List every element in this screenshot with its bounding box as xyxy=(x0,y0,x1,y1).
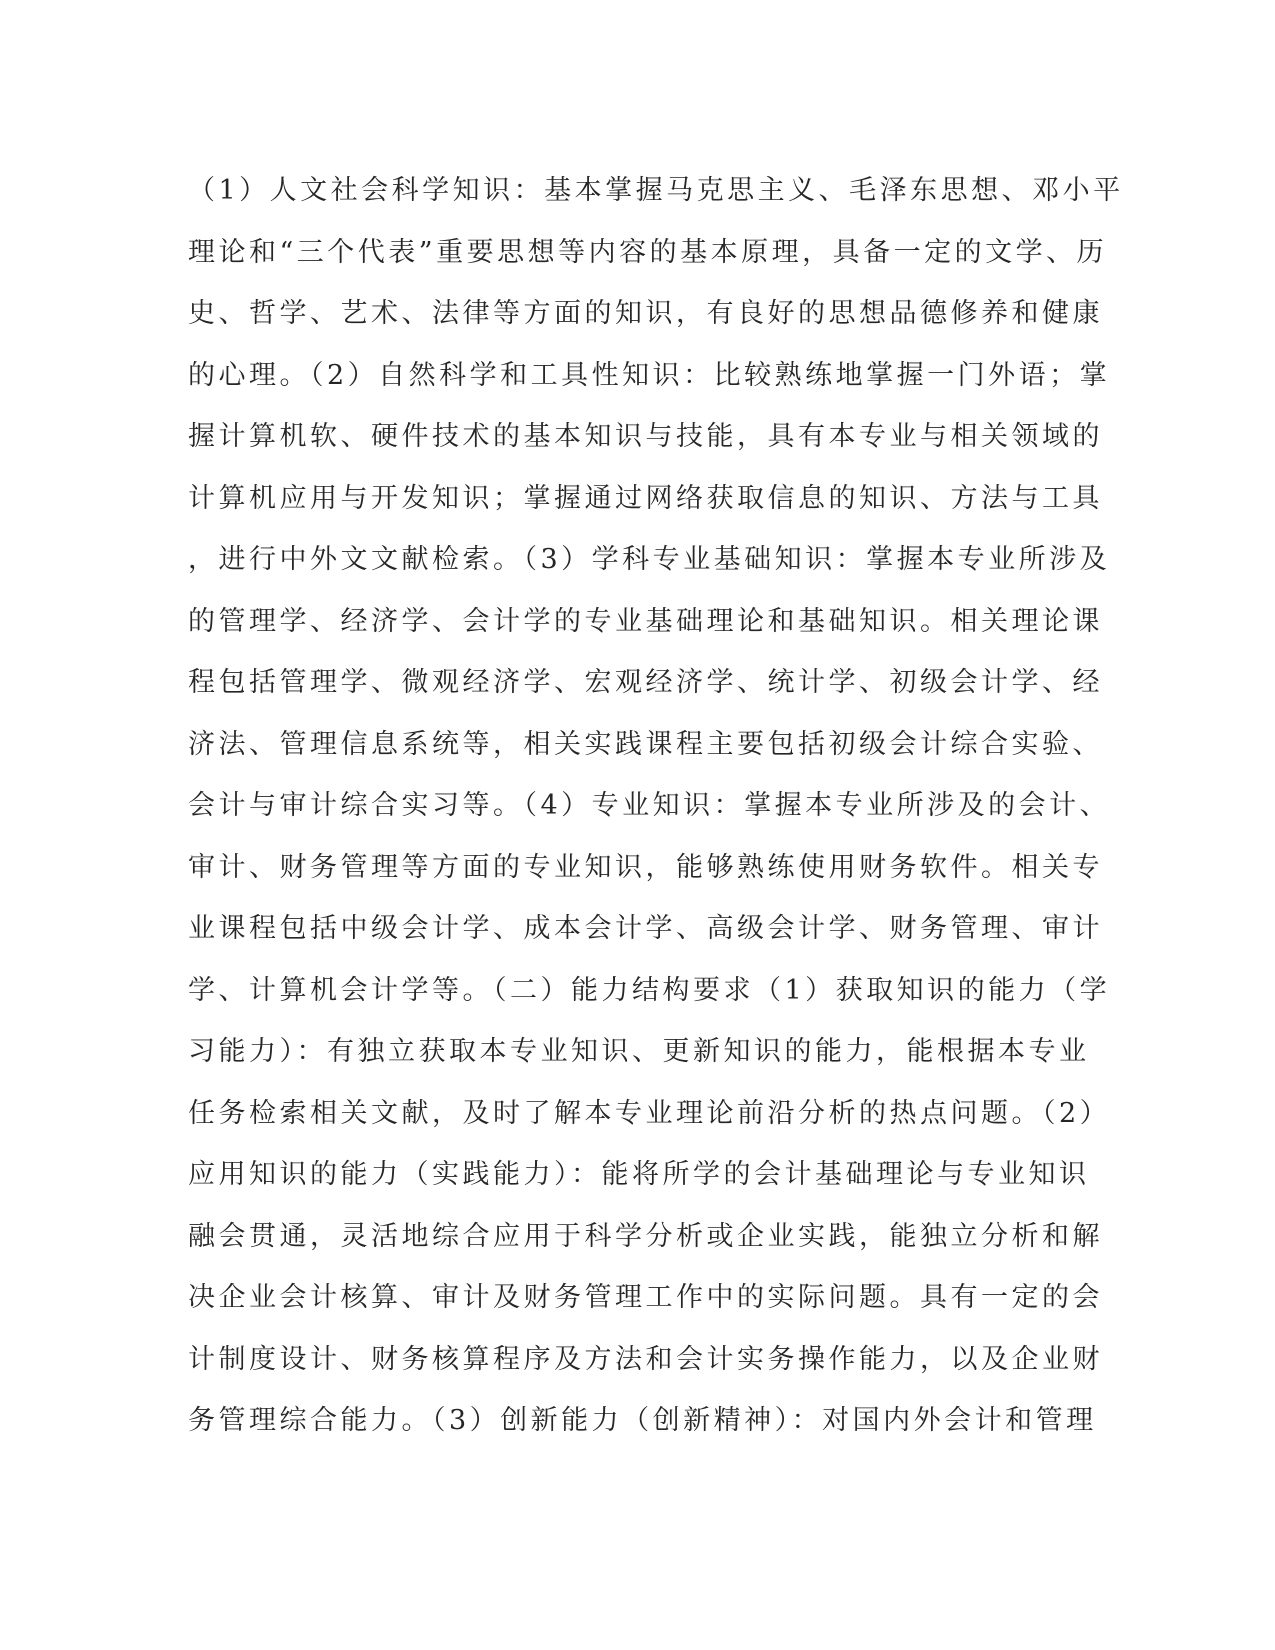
text-line: 务管理综合能力。（3）创新能力（创新精神）：对国内外会计和管理 xyxy=(188,1405,1097,1436)
text-line: 任务检索相关文献，及时了解本专业理论前沿分析的热点问题。（2） xyxy=(188,1097,1111,1129)
text-line: 握计算机软、硬件技术的基本知识与技能，具有本专业与相关领域的 xyxy=(188,421,1103,452)
text-line: 理论和“三个代表”重要思想等内容的基本原理，具备一定的文学、历 xyxy=(188,236,1108,268)
text-line: 程包括管理学、微观经济学、宏观经济学、统计学、初级会计学、经 xyxy=(188,667,1103,698)
text-line: 决企业会计核算、审计及财务管理工作中的实际问题。具有一定的会 xyxy=(188,1282,1103,1313)
text-line: 史、哲学、艺术、法律等方面的知识，有良好的思想品德修养和健康 xyxy=(188,298,1103,329)
body-text xyxy=(188,160,1124,1452)
text-line: （1）人文社会科学知识：基本掌握马克思主义、毛泽东思想、邓小平 xyxy=(188,175,1124,206)
text-line: 应用知识的能力（实践能力）：能将所学的会计基础理论与专业知识 xyxy=(188,1159,1090,1190)
text-line: 会计与审计综合实习等。（4）专业知识：掌握本专业所涉及的会计、 xyxy=(188,790,1111,821)
text-line: 习能力）：有独立获取本专业知识、更新知识的能力，能根据本专业 xyxy=(188,1036,1090,1067)
text-line: 审计、财务管理等方面的专业知识，能够熟练使用财务软件。相关专 xyxy=(188,851,1103,883)
text-line: 融会贯通，灵活地综合应用于科学分析或企业实践，能独立分析和解 xyxy=(188,1220,1103,1252)
text-line: 的心理。（2）自然科学和工具性知识：比较熟练地掌握一门外语；掌 xyxy=(188,359,1111,391)
text-line: 学、计算机会计学等。（二）能力结构要求（1）获取知识的能力（学 xyxy=(188,974,1111,1006)
text-line: 计算机应用与开发知识；掌握通过网络获取信息的知识、方法与工具 xyxy=(188,482,1103,514)
text-line: 计制度设计、财务核算程序及方法和会计实务操作能力，以及企业财 xyxy=(188,1343,1103,1375)
text-line: 济法、管理信息系统等，相关实践课程主要包括初级会计综合实验、 xyxy=(188,728,1103,760)
text-line: 业课程包括中级会计学、成本会计学、高级会计学、财务管理、审计 xyxy=(188,913,1103,944)
text-line: 的管理学、经济学、会计学的专业基础理论和基础知识。相关理论课 xyxy=(188,605,1103,637)
text-line: ，进行中外文文献检索。（3）学科专业基础知识：掌握本专业所涉及 xyxy=(188,544,1111,575)
